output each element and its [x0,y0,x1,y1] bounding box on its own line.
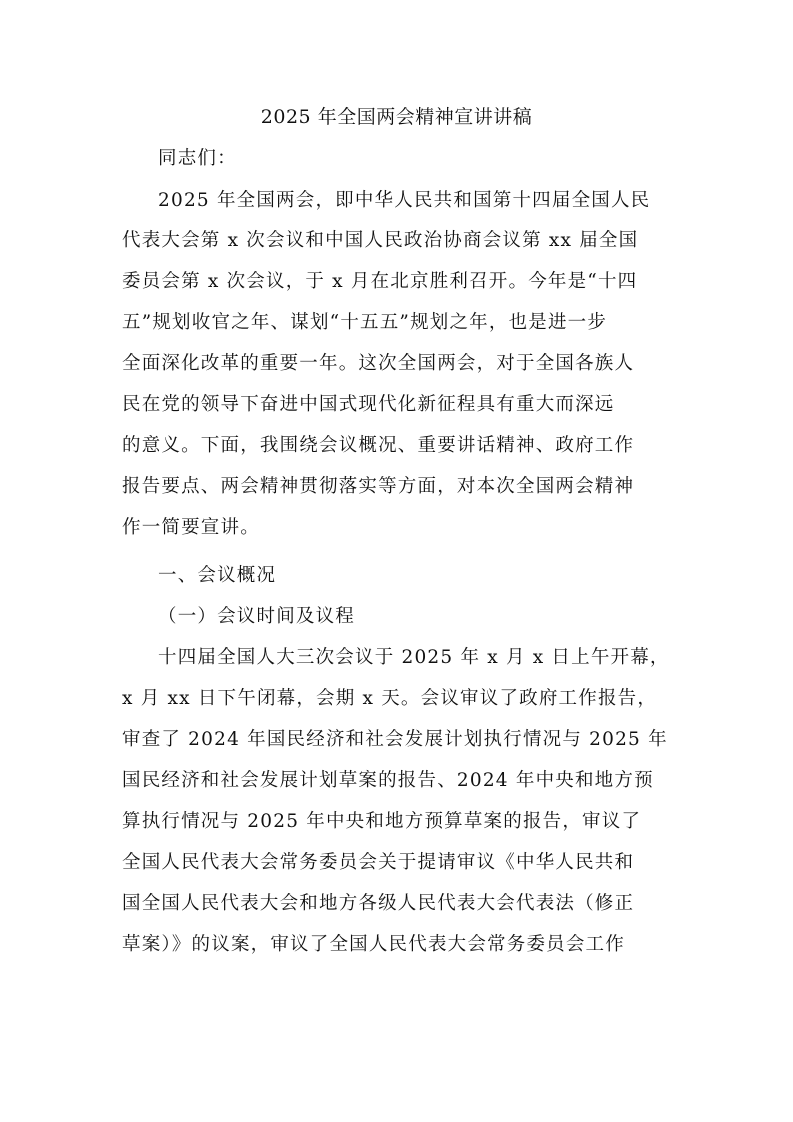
paragraph-line: 报告要点、两会精神贯彻落实等方面，对本次全国两会精神 [122,476,635,497]
paragraph-line: 草案）》的议案，审议了全国人民代表大会常务委员会工作 [122,934,625,955]
paragraph-line: 的意义。下面，我围绕会议概况、重要讲话精神、政府工作 [122,435,635,456]
paragraph-line: 作一简要宣讲。 [122,517,260,538]
paragraph-line: 全国人民代表大会常务委员会关于提请审议《中华人民共和 [122,852,635,873]
salutation: 同志们： [158,148,237,169]
subsection-heading: （一）会议时间及议程 [158,606,356,627]
paragraph-line: x 月 xx 日下午闭幕，会期 x 天。会议审议了政府工作报告， [122,688,658,709]
paragraph-line: 代表大会第 x 次会议和中国人民政治协商会议第 xx 届全国 [122,230,639,251]
document-title: 2025 年全国两会精神宣讲讲稿 [260,106,533,128]
paragraph-line: 十四届全国人大三次会议于 2025 年 x 月 x 日上午开幕， [158,647,670,668]
paragraph-line: 全面深化改革的重要一年。这次全国两会，对于全国各族人 [122,353,635,374]
paragraph-line: 算执行情况与 2025 年中央和地方预算草案的报告，审议了 [122,811,642,832]
paragraph-line: 民在党的领导下奋进中国式现代化新征程具有重大而深远 [122,394,615,415]
paragraph-line: 委员会第 x 次会议，于 x 月在北京胜利召开。今年是“十四 [122,271,638,292]
paragraph-line: 五”规划收官之年、谋划“十五五”规划之年，也是进一步 [122,312,608,333]
section-heading: 一、会议概况 [158,565,277,586]
paragraph-line: 审查了 2024 年国民经济和社会发展计划执行情况与 2025 年 [122,729,668,750]
paragraph-line: 国民经济和社会发展计划草案的报告、2024 年中央和地方预 [122,770,654,791]
paragraph-line: 国全国人民代表大会和地方各级人民代表大会代表法（修正 [122,893,635,914]
paragraph-line: 2025 年全国两会，即中华人民共和国第十四届全国人民 [158,190,651,211]
